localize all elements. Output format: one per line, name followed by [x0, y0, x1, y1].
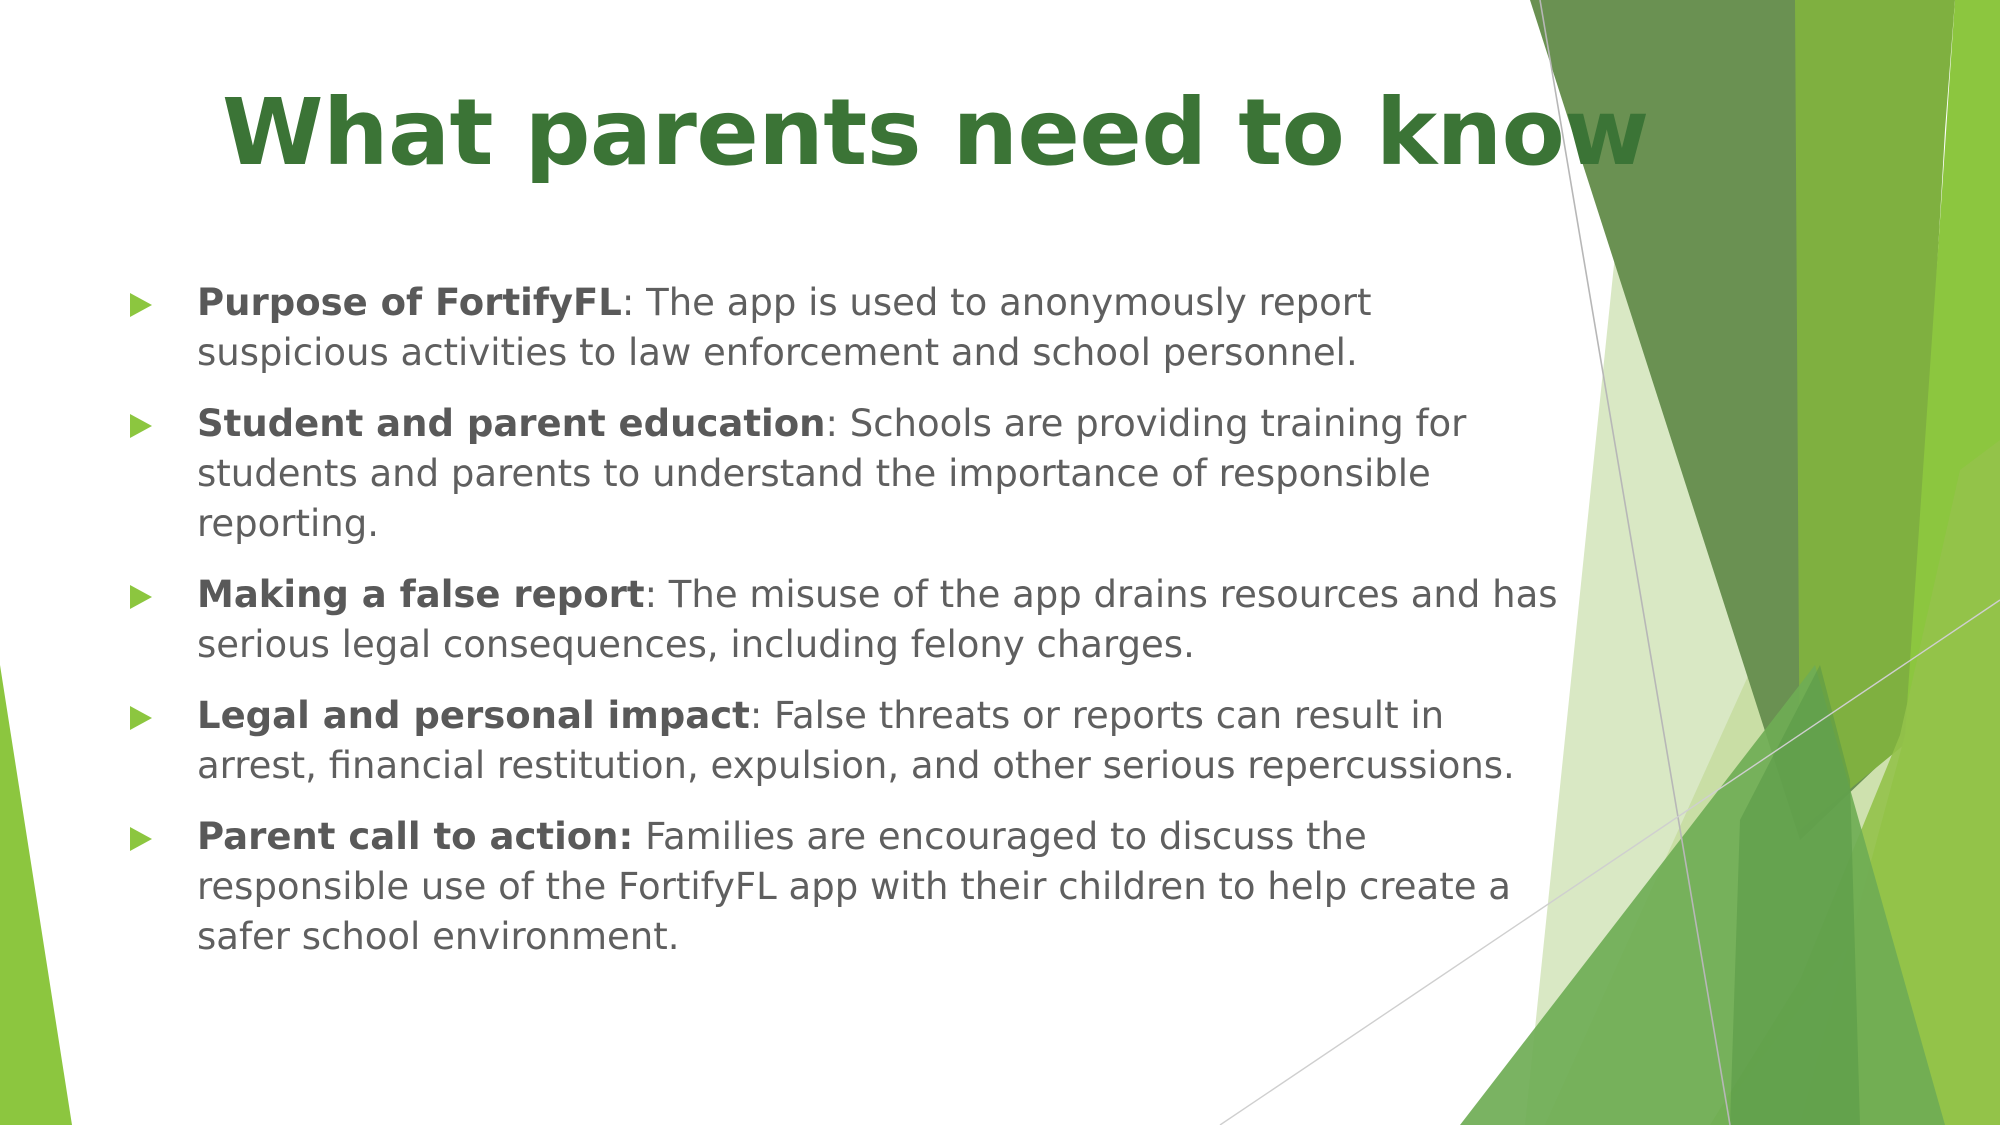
- bullet-item-purpose: [130, 278, 1565, 378]
- bullet-separator: :: [749, 694, 763, 737]
- triangle-right-icon: [130, 293, 152, 317]
- bullet-text: The app is used to anonymously report suspicious activities to law enforcement and school personnel.: [197, 281, 1372, 374]
- bullet-list: [130, 278, 1565, 983]
- bullet-separator: :: [621, 281, 635, 324]
- bullet-term: Student and parent education: [197, 402, 826, 445]
- bullet-separator: :: [644, 573, 658, 616]
- left-green-sliver: [0, 665, 72, 1125]
- triangle-right-icon: [130, 827, 152, 851]
- triangle-right-icon: [130, 585, 152, 609]
- bullet-separator: :: [825, 402, 838, 445]
- bullet-term: Making a false report: [197, 573, 645, 616]
- bullet-term: Parent call to action:: [197, 815, 634, 858]
- bullet-item-call-to-action: [130, 812, 1565, 962]
- bullet-text: False threats or reports can result in arrest, financial restitution, expulsion, and other serious repercussions.: [197, 694, 1515, 787]
- bullet-term: Legal and personal impact: [197, 694, 750, 737]
- bullet-item-legal-impact: [130, 691, 1565, 791]
- bullet-item-false-report: [130, 570, 1565, 670]
- triangle-right-icon: [130, 414, 152, 438]
- bullet-term: Purpose of FortifyFL: [197, 281, 622, 324]
- bullet-text: Families are encouraged to discuss the responsible use of the FortifyFL app with their children to help create a safer school environment.: [197, 815, 1511, 958]
- slide-title: What parents need to know: [222, 79, 1649, 186]
- bullet-text: Schools are providing training for students and parents to understand the importance of responsible reporting.: [197, 402, 1467, 545]
- triangle-right-icon: [130, 706, 152, 730]
- bullet-item-education: [130, 399, 1565, 549]
- bullet-text: The misuse of the app drains resources and has serious legal consequences, including felony charges.: [197, 573, 1558, 666]
